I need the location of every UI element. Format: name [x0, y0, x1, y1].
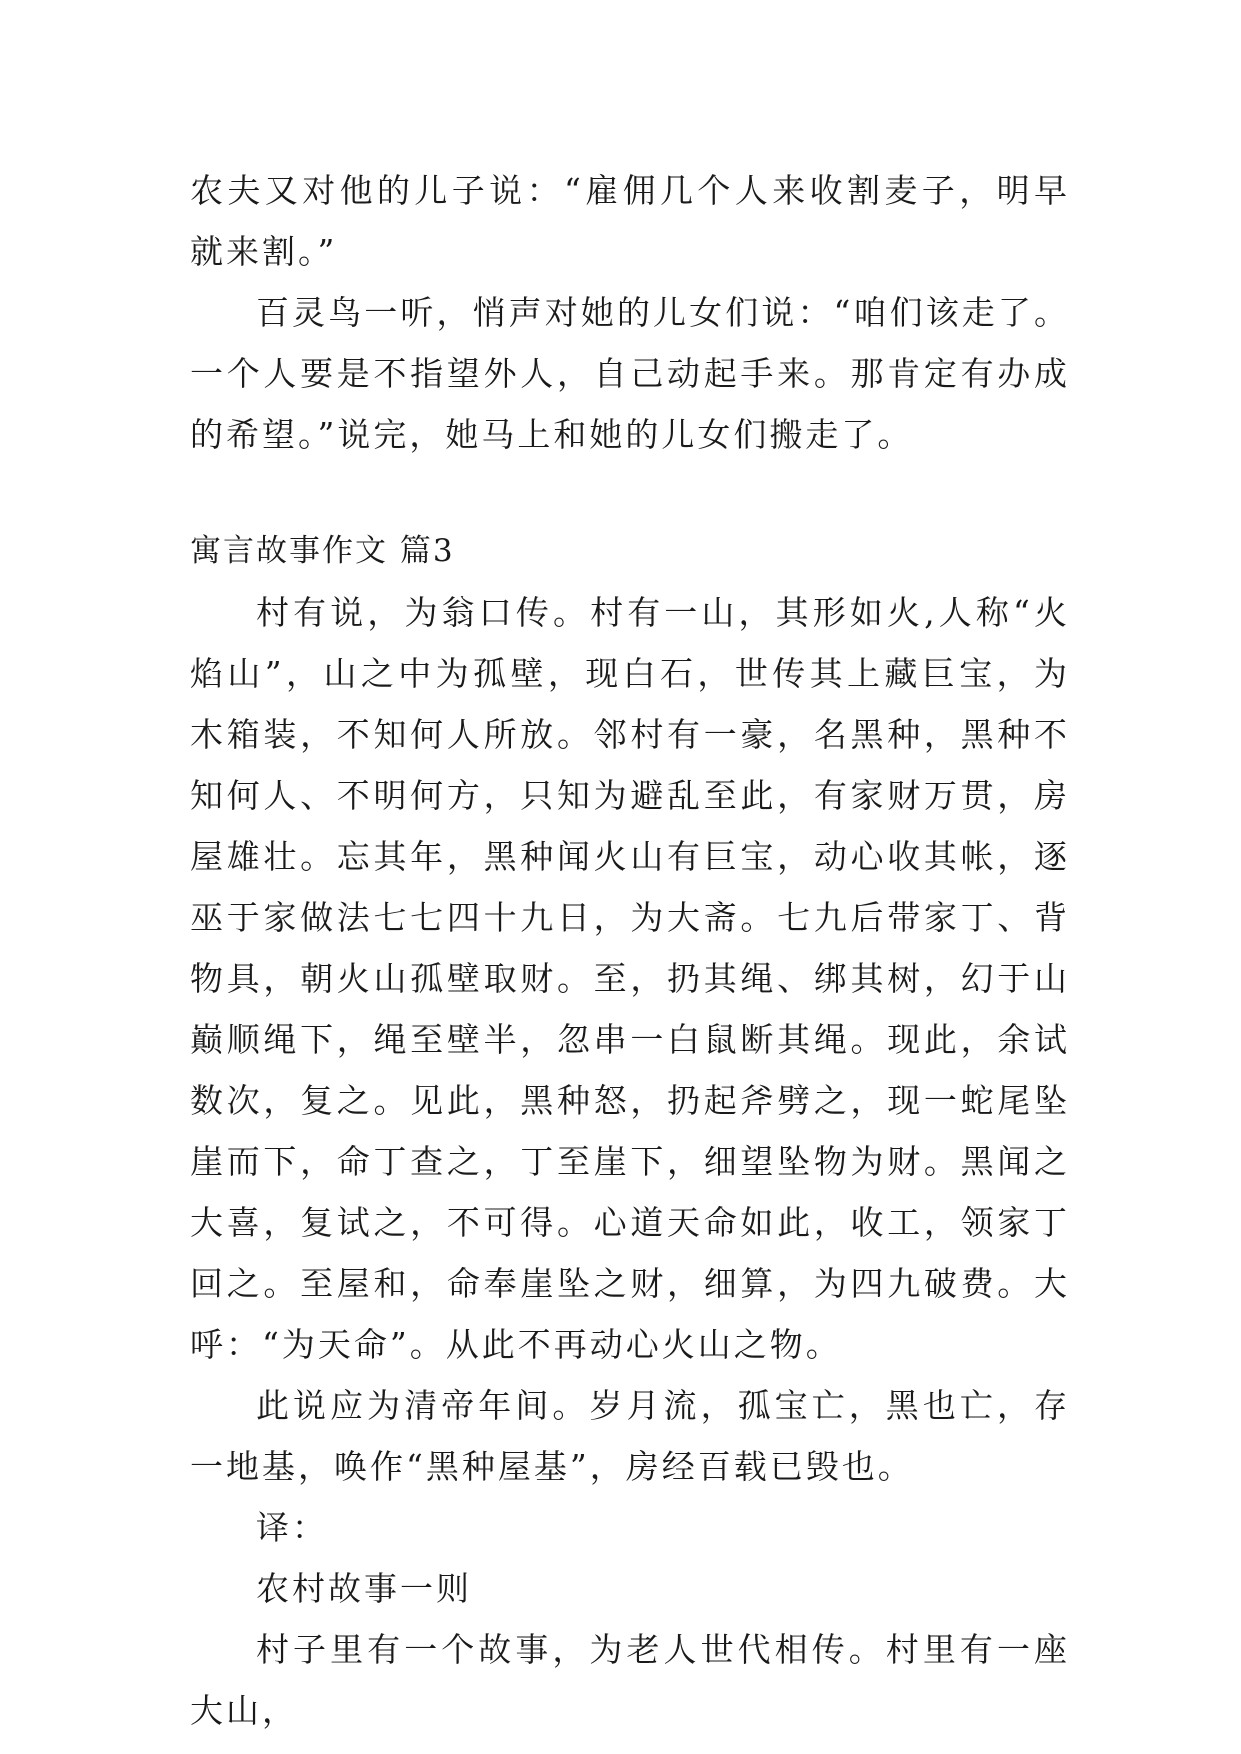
- section-gap: [190, 465, 1070, 521]
- document-page: [190, 160, 1070, 1741]
- section-heading: 寓言故事作文 篇3: [190, 533, 455, 569]
- paragraph-translation-start: 村子里有一个故事，为老人世代相传。村里有一座大山，: [190, 1630, 1070, 1730]
- paragraph-translation-title: 农村故事一则: [256, 1569, 472, 1608]
- paragraph-classical-story: 村有说，为翁口传。村有一山，其形如火,人称“火焰山”，山之中为孤壁，现白石，世传其上藏巨宝，为木箱装，不知何人所放。邻村有一豪，名黑种，黑种不知何人、不明何方，只知为避乱至此，有家财万贯，房屋雄壮。忘其年，黑种闻火山有巨宝，动心收其帐，逐巫于家做法七七四十九日，为大斋。七九后带家丁、背物具，朝火山孤壁取财。至，扔其绳、绑其树，幻于山巅顺绳下，绳至壁半，忽串一白鼠断其绳。现此，余试数次，复之。见此，黑种怒，扔起斧劈之，现一蛇尾坠崖而下，命丁查之，丁至崖下，细望坠物为财。黑闻之大喜，复试之，不可得。心道天命如此，收工，领家丁回之。至屋和，命奉崖坠之财，细算，为四九破费。大呼：“为天命”。从此不再动心火山之物。: [190, 593, 1070, 1364]
- paragraph-lark: 百灵鸟一听，悄声对她的儿女们说：“咱们该走了。一个人要是不指望外人，自己动起手来。那肯定有办成的希望。”说完，她马上和她的儿女们搬走了。: [190, 293, 1070, 454]
- paragraph-classical-ending: 此说应为清帝年间。岁月流，孤宝亡，黑也亡，存一地基，唤作“黑种屋基”，房经百载已毁也。: [190, 1386, 1070, 1486]
- paragraph-farmer: 农夫又对他的儿子说：“雇佣几个人来收割麦子，明早就来割。”: [190, 171, 1070, 271]
- paragraph-translation-label: 译：: [256, 1508, 328, 1547]
